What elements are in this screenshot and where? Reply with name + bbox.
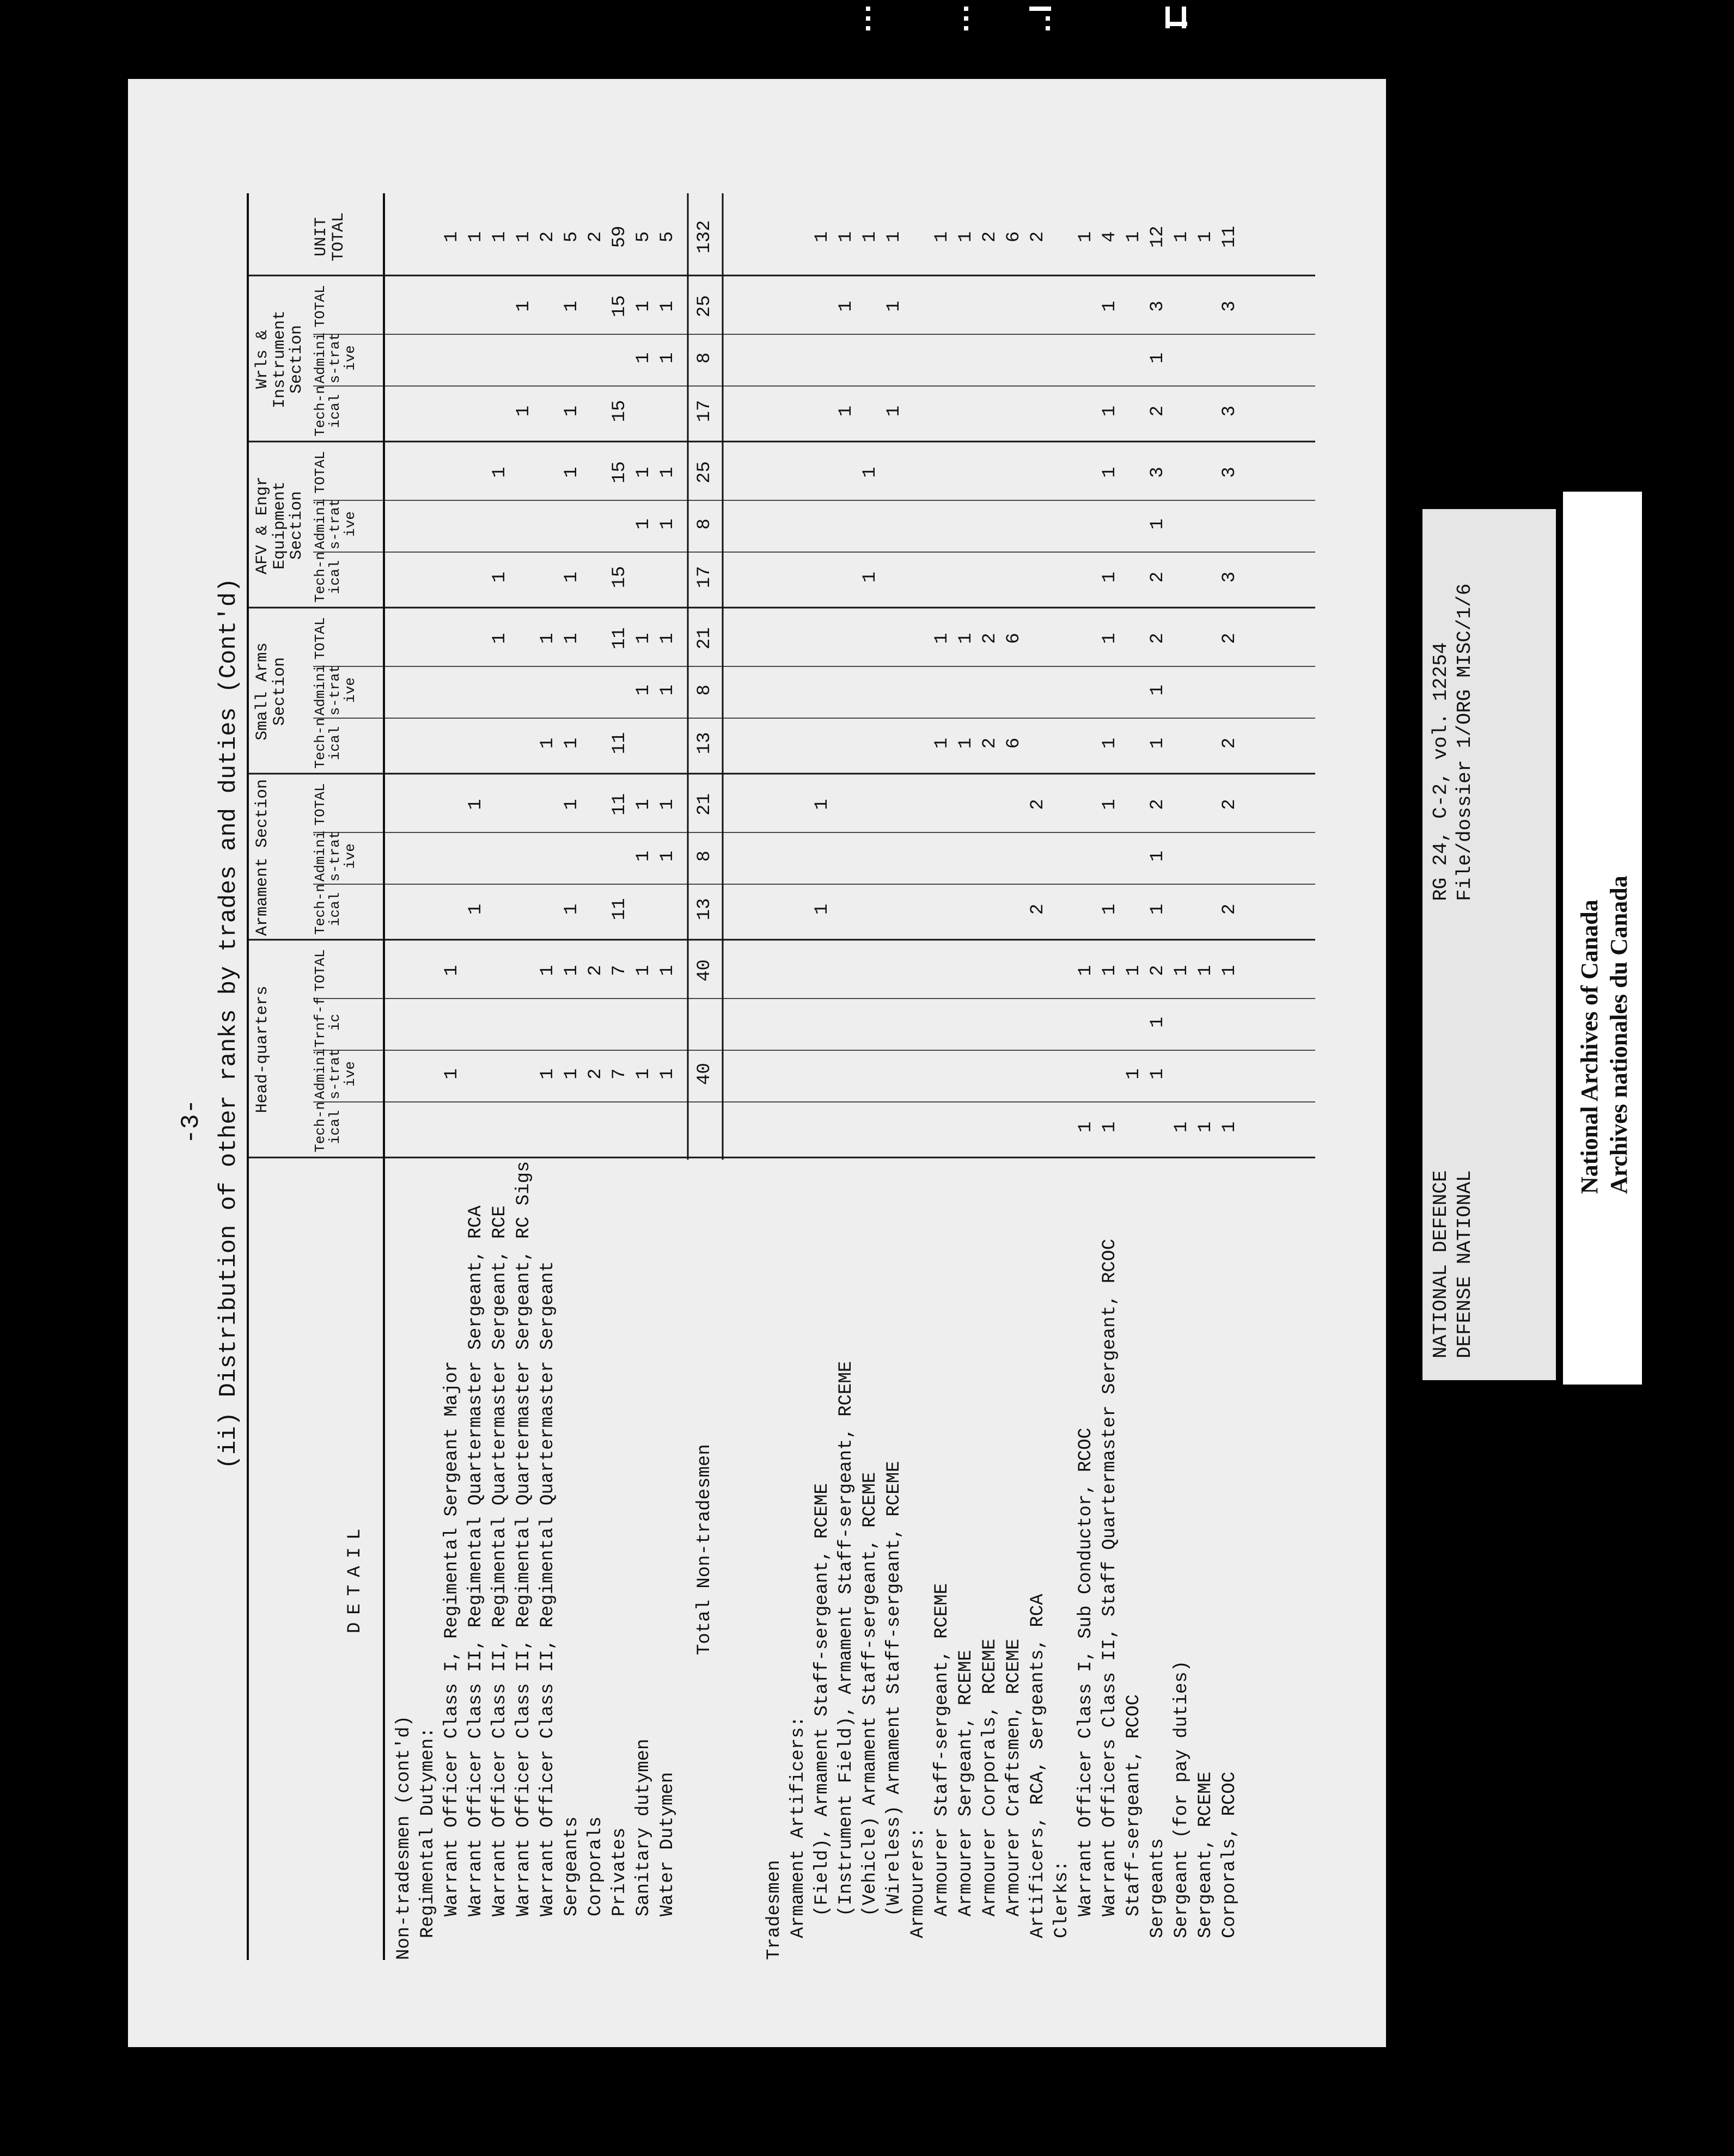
cell-value: 1 [538, 633, 558, 644]
cell-value: 1 [1100, 799, 1120, 810]
cell-value: 1 [860, 231, 881, 243]
cell-value: 1 [1100, 1121, 1120, 1133]
row-label: Privates [609, 1827, 630, 1916]
row-label: Sergeants [561, 1816, 582, 1916]
cell-value: 3 [1219, 467, 1240, 478]
cell-value: 1 [1147, 1016, 1168, 1028]
row-label: Clerks: [1052, 1860, 1072, 1938]
row-label: Armourer Sergeant, RCEME [956, 1650, 976, 1916]
cell-value: 1 [1147, 850, 1168, 862]
cell-value: 1 [1147, 684, 1168, 696]
row-label: (Field), Armament Staff-sergeant, RCEME [812, 1483, 833, 1916]
table-subtitle: (ii) Distribution of other ranks by trades and duties (Cont'd) [215, 578, 242, 1469]
cell-value: 1 [836, 301, 857, 312]
row-label: Sanitary dutymen [633, 1738, 654, 1916]
cell-value: 13 [694, 732, 715, 755]
cell-value: 21 [694, 793, 715, 816]
archive-ref-line1: RG 24, C-2, vol. 12254 [1430, 642, 1452, 901]
archive-name-en: National Archives of Canada [1576, 899, 1603, 1194]
row-label: (Wireless) Armament Staff-sergeant, RCEME [884, 1461, 905, 1916]
cell-value: 5 [561, 231, 582, 243]
cell-value: 15 [609, 461, 630, 483]
cell-value: 1 [561, 965, 582, 976]
cell-value: 3 [1219, 571, 1240, 583]
cell-value: 17 [694, 566, 715, 589]
row-label: Warrant Officers Class II, Staff Quartermaster Sergeant, RCOC [1100, 1239, 1120, 1916]
cell-value: 1 [1219, 1121, 1240, 1133]
total-row-label: Total Non-tradesmen [694, 1444, 715, 1655]
cell-value: 1 [633, 301, 654, 312]
row-label: (Instrument Field), Armament Staff-sergeant, RCEME [836, 1361, 857, 1916]
row-label: Corporals [585, 1816, 606, 1916]
column-subheader: TOTAL [312, 949, 328, 992]
cell-value: 1 [657, 352, 678, 364]
cell-value: 2 [1028, 799, 1048, 810]
cell-value: 12 [1147, 225, 1168, 248]
row-label: Armourer Craftsmen, RCEME [1004, 1638, 1024, 1916]
cell-value: 8 [694, 850, 715, 862]
cell-value: 1 [657, 467, 678, 478]
archive-label-line2: DEFENSE NATIONAL [1454, 1170, 1476, 1358]
cell-value: 1 [442, 965, 462, 976]
cell-value: 1 [1147, 903, 1168, 915]
cell-value: 11 [609, 732, 630, 755]
cell-value: 2 [1147, 571, 1168, 583]
column-subheader: TOTAL [312, 617, 328, 660]
cell-value: 1 [1076, 1121, 1096, 1133]
document-sheet [128, 79, 1386, 2047]
cell-value: 1 [1100, 467, 1120, 478]
cell-value: 3 [1219, 405, 1240, 417]
cell-value: 1 [561, 571, 582, 583]
cell-value: 1 [633, 850, 654, 862]
cell-value: 1 [1171, 231, 1192, 243]
cell-value: 1 [860, 571, 881, 583]
column-subheader: Tech-nical [312, 718, 344, 769]
archive-reference-label [1422, 509, 1556, 1380]
cell-value: 1 [633, 684, 654, 696]
column-subheader: Adminis-trative [312, 664, 358, 716]
column-group-header: Armament Section [253, 779, 272, 936]
column-subheader: TOTAL [312, 285, 328, 328]
cell-value: 1 [1100, 903, 1120, 915]
cell-value: 1 [466, 799, 486, 810]
cell-value: 1 [561, 799, 582, 810]
cell-value: 1 [514, 301, 534, 312]
cell-value: 25 [694, 295, 715, 317]
cell-value: 1 [812, 231, 833, 243]
cell-value: 2 [585, 231, 606, 243]
cell-value: 1 [1195, 231, 1216, 243]
cell-value: 1 [1124, 965, 1144, 976]
cell-value: 1 [561, 903, 582, 915]
cell-value: 11 [609, 627, 630, 650]
cell-value: 1 [561, 633, 582, 644]
cell-value: 21 [694, 627, 715, 650]
cell-value: 1 [1100, 301, 1120, 312]
cell-value: 2 [1219, 737, 1240, 749]
column-group-header: UNIT TOTAL [312, 212, 348, 262]
cell-value: 2 [585, 1068, 606, 1080]
column-subheader: Adminis-trative [312, 1048, 358, 1100]
cell-value: 6 [1004, 633, 1024, 644]
cell-value: 1 [932, 231, 953, 243]
column-subheader: Tech-nical [312, 385, 344, 437]
column-subheader: Tech-nical [312, 1101, 344, 1153]
cell-value: 1 [561, 301, 582, 312]
cell-value: 1 [1100, 737, 1120, 749]
row-label: Sergeants [1147, 1838, 1168, 1938]
cell-value: 1 [633, 965, 654, 976]
cell-value: 1 [561, 467, 582, 478]
cell-value: 1 [657, 518, 678, 530]
scan-artefact-dots [860, 0, 1198, 38]
column-subheader: Adminis-trative [312, 498, 358, 550]
cell-value: 25 [694, 461, 715, 483]
cell-value: 1 [1195, 1121, 1216, 1133]
cell-value: 1 [1076, 231, 1096, 243]
cell-value: 15 [609, 400, 630, 422]
cell-value: 1 [657, 799, 678, 810]
cell-value: 1 [956, 633, 976, 644]
archive-label-line1: NATIONAL DEFENCE [1430, 1170, 1452, 1358]
cell-value: 2 [980, 737, 1000, 749]
cell-value: 2 [1219, 633, 1240, 644]
cell-value: 1 [538, 965, 558, 976]
cell-value: 1 [836, 231, 857, 243]
cell-value: 1 [1100, 405, 1120, 417]
cell-value: 13 [694, 898, 715, 921]
cell-value: 3 [1147, 467, 1168, 478]
cell-value: 2 [1147, 633, 1168, 644]
cell-value: 7 [609, 965, 630, 976]
row-label: Regimental Dutymen: [418, 1727, 438, 1938]
column-group-header: Head-quarters [253, 985, 272, 1113]
cell-value: 1 [514, 231, 534, 243]
cell-value: 1 [561, 405, 582, 417]
column-group-header: AFV & Engr Equipment Section [253, 476, 306, 575]
cell-value: 1 [538, 737, 558, 749]
cell-value: 2 [585, 965, 606, 976]
cell-value: 2 [1219, 799, 1240, 810]
row-label: Armourer Staff-sergeant, RCEME [932, 1583, 953, 1916]
column-subheader: Adminis-trative [312, 332, 358, 384]
cell-value: 1 [561, 1068, 582, 1080]
row-label: Armourers: [908, 1827, 929, 1938]
rotated-page [128, 79, 1386, 2047]
cell-value: 59 [609, 225, 630, 248]
cell-value: 17 [694, 400, 715, 422]
cell-value: 1 [633, 633, 654, 644]
row-label: Sergeant (for pay duties) [1171, 1660, 1192, 1938]
cell-value: 1 [657, 301, 678, 312]
row-label: Water Dutymen [657, 1772, 678, 1916]
cell-value: 1 [1147, 737, 1168, 749]
cell-value: 1 [466, 231, 486, 243]
cell-value: 1 [657, 965, 678, 976]
cell-value: 1 [657, 684, 678, 696]
cell-value: 1 [490, 571, 510, 583]
archive-name-label [1563, 492, 1642, 1385]
row-label: (Vehicle) Armament Staff-sergeant, RCEME [860, 1472, 881, 1916]
row-label: Warrant Officer Class II, Regimental Quartermaster Sergeant, RC Sigs [514, 1161, 534, 1916]
cell-value: 3 [1219, 301, 1240, 312]
cell-value: 1 [1100, 965, 1120, 976]
cell-value: 1 [657, 1068, 678, 1080]
cell-value: 1 [1147, 352, 1168, 364]
cell-value: 5 [657, 231, 678, 243]
cell-value: 1 [836, 405, 857, 417]
cell-value: 1 [1171, 1121, 1192, 1133]
row-label: Sergeant, RCEME [1195, 1771, 1216, 1938]
row-label: Staff-sergeant, RCOC [1124, 1694, 1144, 1916]
row-label: Armourer Corporals, RCEME [980, 1638, 1000, 1916]
cell-value: 11 [609, 898, 630, 921]
row-label: Artificers, RCA, Sergeants, RCA [1028, 1594, 1048, 1938]
cell-value: 11 [609, 793, 630, 816]
archive-ref-line2: File/dossier 1/ORG MISC/1/6 [1454, 583, 1476, 901]
cell-value: 1 [956, 231, 976, 243]
cell-value: 40 [694, 959, 715, 982]
cell-value: 1 [860, 467, 881, 478]
cell-value: 2 [1219, 903, 1240, 915]
cell-value: 1 [884, 405, 905, 417]
cell-value: 1 [1219, 965, 1240, 976]
cell-value: 4 [1100, 231, 1120, 243]
cell-value: 2 [980, 231, 1000, 243]
cell-value: 7 [609, 1068, 630, 1080]
cell-value: 1 [442, 231, 462, 243]
cell-value: 1 [490, 633, 510, 644]
cell-value: 1 [633, 467, 654, 478]
cell-value: 1 [538, 1068, 558, 1080]
column-group-header: Wrls & Instrument Section [253, 310, 306, 409]
cell-value: 15 [609, 566, 630, 589]
cell-value: 1 [932, 737, 953, 749]
cell-value: 40 [694, 1063, 715, 1085]
cell-value: 6 [1004, 737, 1024, 749]
row-label: Warrant Officer Class I, Sub Conductor, RCOC [1076, 1428, 1096, 1916]
column-subheader: Tech-nical [312, 552, 344, 603]
cell-value: 1 [633, 1068, 654, 1080]
row-label: Warrant Officer Class II, Regimental Quartermaster Sergeant [538, 1261, 558, 1916]
cell-value: 1 [633, 799, 654, 810]
cell-value: 2 [1147, 965, 1168, 976]
row-label: Warrant Officer Class II, Regimental Quartermaster Sergeant, RCA [466, 1205, 486, 1916]
cell-value: 1 [1124, 231, 1144, 243]
cell-value: 1 [1171, 965, 1192, 976]
cell-value: 1 [812, 799, 833, 810]
column-subheader: Tech-nical [312, 884, 344, 935]
cell-value: 1 [657, 633, 678, 644]
cell-value: 8 [694, 518, 715, 530]
row-label: Armament Artificers: [788, 1716, 809, 1938]
cell-value: 1 [657, 850, 678, 862]
cell-value: 8 [694, 684, 715, 696]
column-subheader: Trnf-fic [312, 996, 344, 1048]
page-number: -3- [177, 1099, 205, 1144]
row-label: Warrant Officer Class II, Regimental Quartermaster Sergeant, RCE [490, 1205, 510, 1916]
cell-value: 8 [694, 352, 715, 364]
cell-value: 1 [1100, 571, 1120, 583]
column-subheader: Adminis-trative [312, 830, 358, 882]
cell-value: 1 [466, 903, 486, 915]
cell-value: 3 [1147, 301, 1168, 312]
row-label: Non-tradesmen (cont'd) [394, 1716, 414, 1960]
cell-value: 1 [1100, 633, 1120, 644]
cell-value: 1 [1195, 965, 1216, 976]
cell-value: 1 [956, 737, 976, 749]
cell-value: 132 [694, 220, 715, 254]
cell-value: 1 [490, 467, 510, 478]
row-label: Tradesmen [764, 1860, 785, 1960]
cell-value: 2 [1028, 231, 1048, 243]
cell-value: 1 [633, 352, 654, 364]
cell-value: 2 [980, 633, 1000, 644]
cell-value: 15 [609, 295, 630, 317]
cell-value: 2 [1147, 799, 1168, 810]
cell-value: 2 [1028, 903, 1048, 915]
cell-value: 2 [1147, 405, 1168, 417]
cell-value: 1 [490, 231, 510, 243]
cell-value: 1 [514, 405, 534, 417]
cell-value: 1 [812, 903, 833, 915]
column-subheader: TOTAL [312, 451, 328, 494]
cell-value: 1 [884, 301, 905, 312]
archive-name-fr: Archives nationales du Canada [1605, 875, 1632, 1194]
cell-value: 2 [538, 231, 558, 243]
cell-value: 11 [1219, 225, 1240, 248]
cell-value: 1 [561, 737, 582, 749]
row-label: Corporals, RCOC [1219, 1771, 1240, 1938]
cell-value: 1 [1147, 1068, 1168, 1080]
cell-value: 1 [633, 518, 654, 530]
cell-value: 1 [932, 633, 953, 644]
column-subheader: TOTAL [312, 783, 328, 826]
cell-value: 1 [442, 1068, 462, 1080]
cell-value: 1 [884, 231, 905, 243]
cell-value: 6 [1004, 231, 1024, 243]
column-group-header: Small Arms Section [253, 642, 289, 741]
cell-value: 1 [1076, 965, 1096, 976]
cell-value: 1 [1147, 518, 1168, 530]
cell-value: 5 [633, 231, 654, 243]
detail-heading: DETAIL [345, 1521, 365, 1633]
cell-value: 1 [1124, 1068, 1144, 1080]
row-label: Warrant Officer Class I, Regimental Sergeant Major [442, 1361, 462, 1916]
